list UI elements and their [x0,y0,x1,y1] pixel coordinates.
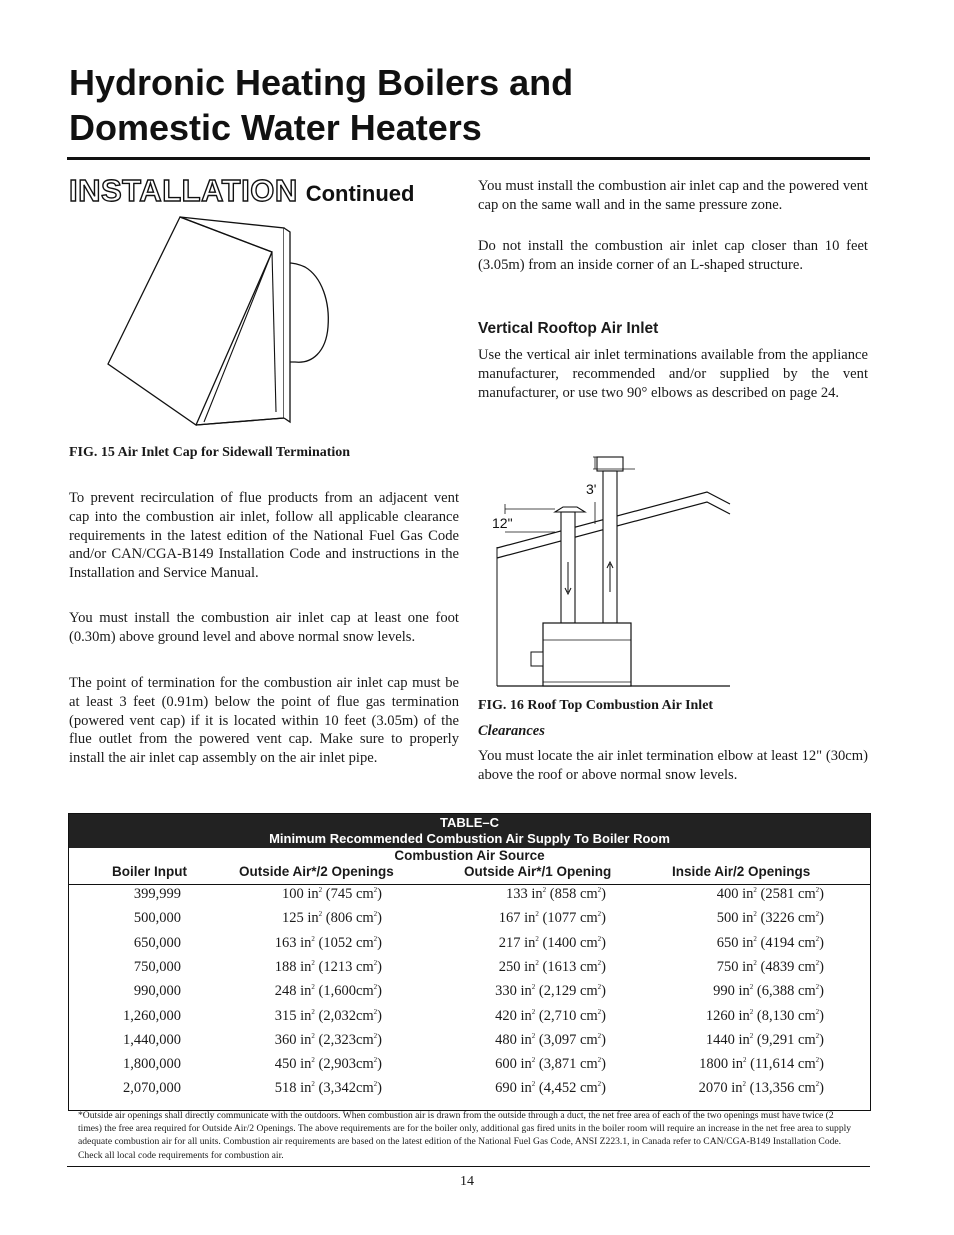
col-outside-2: Outside Air*/2 Openings [239,864,394,879]
cell-boiler-input: 399,999 [133,886,181,902]
cell-outside-2: 163 $in^2$ (1052 $cm^2$) [274,934,382,951]
cell-boiler-input: 1,440,000 [123,1031,181,1048]
cell-boiler-input: 650,000 [133,934,181,951]
cell-inside-2: 650 $in^2$ (4194 $cm^2$) [716,934,824,951]
group-header: Combustion Air Source [394,848,545,863]
roof-top-air-inlet-illustration [485,452,735,692]
section-title: INSTALLATION [69,173,298,208]
col-outside-1: Outside Air*/1 Opening [464,864,612,879]
cell-inside-2: 1440 $in^2$ (9,291 $cm^2$) [705,1031,824,1048]
paragraph-recirculation: To prevent recirculation of flue products from an adjacent vent cap into the combustion air inlet, follow all applicable clearance requirements in the latest edition of the National Fuel Gas Code and/or CAN/CGA-B149 Installation Code and instructions in the Installation and Service Manual. [69,490,459,582]
paragraph-rooftop: Use the vertical air inlet terminations available from the appliance manufacturer, recommended and/or supplied by the vent manufacturer, or use two 90° elbows as described on page 24. [478,347,868,401]
col-inside-2: Inside Air/2 Openings [672,864,811,879]
table-row [69,886,870,910]
table-row [69,1080,870,1104]
fig16-dim-3ft: 3' [586,481,597,497]
cell-outside-1: 250 $in^2$ (1613 $cm^2$) [498,958,606,975]
cell-inside-2: 990 $in^2$ (6,388 $cm^2$) [713,983,824,1000]
page-number: 14 [460,1174,474,1189]
cell-outside-2: 518 $in^2$ $(3,342cm^2)$ [274,1080,382,1097]
cell-inside-2: 1260 $in^2$ (8,130 $cm^2$) [705,1007,824,1024]
cell-inside-2: 750 $in^2$ (4839 $cm^2$) [716,958,824,975]
cell-boiler-input: 1,260,000 [123,1007,181,1024]
title-line-2: Domestic Water Heaters [69,107,482,148]
fig16-dim-12in: 12" [492,515,513,531]
cell-outside-2: 188 $in^2$ (1213 $cm^2$) [274,958,382,975]
cell-inside-2: 1800 $in^2$ (11,614 $cm^2$) [699,1056,824,1073]
page-title [69,60,573,150]
table-row [69,1056,870,1080]
cell-boiler-input: 990,000 [133,983,181,1000]
section-heading [69,173,414,209]
cell-boiler-input: 1,800,000 [123,1056,181,1073]
cell-outside-1: 330 $in^2$ (2,129 $cm^2$) [495,983,606,1000]
table-header-bar [69,814,870,848]
cell-outside-1: 600 $in^2$ (3,871 $cm^2$) [495,1056,606,1073]
cell-inside-2: 2070 $in^2$ (13,356 $cm^2$) [698,1080,824,1097]
section-subtitle: Continued [305,181,415,206]
cell-outside-1: 217 $in^2$ (1400 $cm^2$) [498,934,606,951]
cell-outside-2: 125 $in^2$ (806 $cm^2$) [281,910,382,927]
clearances-heading: Clearances [478,723,545,739]
title-line-1: Hydronic Heating Boilers and [69,62,574,103]
paragraph-clearances: You must locate the air inlet termination elbow at least 12" (30cm) above the roof or above normal snow levels. [478,748,868,783]
cell-inside-2: 400 $in^2$ (2581 $cm^2$) [716,886,824,902]
cell-boiler-input: 2,070,000 [123,1080,181,1097]
fig15-caption: FIG. 15 Air Inlet Cap for Sidewall Termination [69,445,351,460]
table-row [69,1008,870,1032]
cell-outside-2: 315 $in^2$ $(2,032cm^2)$ [274,1007,382,1024]
cell-outside-1: 420 $in^2$ (2,710 $cm^2$) [495,1007,606,1024]
cell-outside-2: 100 $in^2$ (745 $cm^2$) [281,886,382,902]
fig16-caption: FIG. 16 Roof Top Combustion Air Inlet [478,698,714,713]
cell-outside-1: 133 $in^2$ (858 $cm^2$) [505,886,606,902]
table-row [69,959,870,983]
cell-inside-2: 500 $in^2$ (3226 $cm^2$) [716,910,824,927]
footer-rule [67,1166,870,1167]
air-inlet-cap-illustration [100,212,340,447]
table-row [69,935,870,959]
paragraph-ground-level: You must install the combustion air inlet cap at least one foot (0.30m) above ground level and above normal snow levels. [69,610,459,645]
table-label: TABLE–C [440,815,499,830]
paragraph-same-wall: You must install the combustion air inlet cap and the powered vent cap on the same wall and in the same pressure zone. [478,178,868,213]
paragraph-termination-point: The point of termination for the combustion air inlet cap must be at least 3 feet (0.91m) below the point of flue gas termination (powered vent cap) if it is located within 10 feet (3.05m) of the flue outlet from the powered vent cap. Make sure to properly install the air inlet cap assembly on the air inlet pipe. [69,675,459,767]
cell-boiler-input: 500,000 [133,910,181,927]
title-rule [67,157,870,160]
table-title: Minimum Recommended Combustion Air Supply To Boiler Room [269,831,670,846]
table-c [68,813,871,1111]
cell-outside-1: 167 $in^2$ (1077 $cm^2$) [498,910,606,927]
cell-outside-2: 450 $in^2$ $(2,903cm^2)$ [274,1056,382,1073]
cell-outside-2: 248 $in^2$ $(1,600cm^2)$ [274,983,382,1000]
table-row [69,1032,870,1056]
cell-boiler-input: 750,000 [133,958,181,975]
col-boiler-input: Boiler Input [112,864,187,879]
rooftop-heading: Vertical Rooftop Air Inlet [478,320,659,337]
header-rule [69,884,870,885]
cell-outside-1: 480 $in^2$ (3,097 $cm^2$) [495,1031,606,1048]
table-row [69,910,870,934]
table-row [69,983,870,1007]
table-footnote: *Outside air openings shall directly communicate with the outdoors. When combustion air is drawn from the outside through a duct, the net free area of each of the two openings must have twice (2 times) the free area required for Outside Air/2 Openings. The above requirements are for the boiler only, additional gas fired units in the boiler room will require an increase in the net free area to supply adequate combustion air for all units. Combustion air requirements are based on the latest edition of the National Fuel Gas Code, ANSI Z223.1, in Canada refer to CAN/CGA-B149 Installation Code. Check all local code requirements for combustion air. [78,1110,852,1161]
cell-outside-2: 360 $in^2$ $(2,323cm^2)$ [274,1031,382,1048]
cell-outside-1: 690 $in^2$ (4,452 $cm^2$) [495,1080,606,1097]
paragraph-inside-corner: Do not install the combustion air inlet cap closer than 10 feet (3.05m) from an inside corner of an L-shaped structure. [478,238,868,273]
